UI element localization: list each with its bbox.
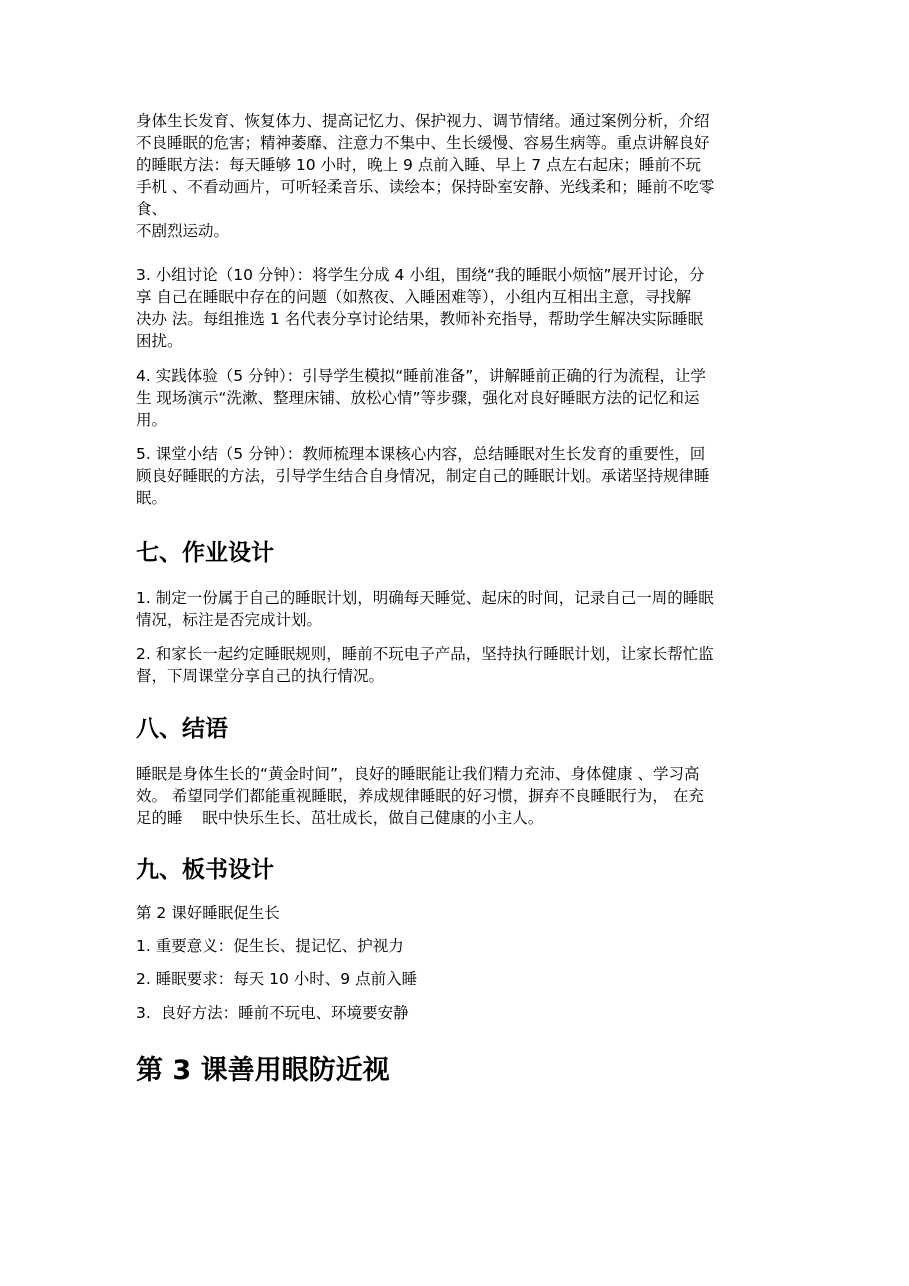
- text-line: 4. 实践体验（5 分钟）：引导学生模拟“睡前准备”，讲解睡前正确的行为流程，让学: [136, 367, 706, 385]
- text-line: 用。: [136, 411, 168, 429]
- text-line: 足的睡 眠中快乐生长、茁壮成长，做自己健康的小主人。: [136, 809, 544, 827]
- text-line: 决办 法。每组推选 1 名代表分享讨论结果，教师补充指导，帮助学生解决实际睡眠: [136, 310, 704, 328]
- board-item-2: 2. 睡眠要求：每天 10 小时、9 点前入睡: [136, 970, 418, 988]
- text-line: 效。 希望同学们都能重视睡眠，养成规律睡眠的好习惯，摒弃不良睡眠行为， 在充: [136, 787, 704, 805]
- board-item-1: 1. 重要意义：促生长、提记忆、护视力: [136, 937, 404, 955]
- text-line: 眠。: [136, 489, 168, 507]
- board-item-3: 3. 良好方法：睡前不玩电、环境要安静: [136, 1004, 409, 1022]
- text-line: 情况，标注是否完成计划。: [136, 611, 323, 629]
- text-line: 督，下周课堂分享自己的执行情况。: [136, 667, 385, 685]
- intro-paragraph: [136, 110, 772, 242]
- text-line: 2. 和家长一起约定睡眠规则，睡前不玩电子产品，坚持执行睡眠计划，让家长帮忙监: [136, 645, 714, 663]
- section7-heading: 七、作业设计: [136, 540, 274, 566]
- step4-paragraph: [136, 365, 772, 431]
- text-line: 生 现场演示“洗漱、整理床铺、放松心情”等步骤，强化对良好睡眠方法的记忆和运: [136, 389, 700, 407]
- next-lesson-title: 第 3 课善用眼防近视: [136, 1055, 390, 1086]
- text-line: 不剧烈运动。: [136, 222, 230, 240]
- text-line: 1. 制定一份属于自己的睡眠计划，明确每天睡觉、起床的时间，记录自己一周的睡眠: [136, 589, 714, 607]
- text-line: 顾良好睡眠的方法，引导学生结合自身情况，制定自己的睡眠计划。承诺坚持规律睡: [136, 467, 710, 485]
- conclusion-paragraph: [136, 763, 772, 829]
- board-title: 第 2 课好睡眠促生长: [136, 904, 280, 922]
- homework-item-1: [136, 587, 772, 631]
- section9-heading: 九、板书设计: [136, 857, 274, 883]
- text-line: 睡眠是身体生长的“黄金时间”，良好的睡眠能让我们精力充沛、身体健康 、学习高: [136, 765, 700, 783]
- text-line: 的睡眠方法：每天睡够 10 小时，晚上 9 点前入睡、早上 7 点左右起床；睡前不玩: [136, 156, 702, 174]
- text-line: 困扰。: [136, 332, 183, 350]
- text-line: 3. 小组讨论（10 分钟）：将学生分成 4 小组，围绕“我的睡眠小烦恼”展开讨论，分: [136, 266, 705, 284]
- text-line: 享 自己在睡眠中存在的问题（如熬夜、入睡困难等），小组内互相出主意，寻找解: [136, 288, 692, 306]
- step3-paragraph: [136, 264, 772, 352]
- text-line: 5. 课堂小结（5 分钟）：教师梳理本课核心内容，总结睡眠对生长发育的重要性，回: [136, 445, 706, 463]
- text-line: 食、: [136, 200, 168, 218]
- text-line: 身体生长发育、恢复体力、提高记忆力、保护视力、调节情绪。通过案例分析，介绍: [136, 112, 710, 130]
- text-line: 不良睡眠的危害；精神萎靡、注意力不集中、生长缓慢、容易生病等。重点讲解良好: [136, 134, 710, 152]
- homework-item-2: [136, 643, 772, 687]
- step5-paragraph: [136, 443, 772, 509]
- text-line: 手机 、不看动画片，可听轻柔音乐、读绘本；保持卧室安静、光线柔和；睡前不吃零: [136, 178, 715, 196]
- section8-heading: 八、结语: [136, 716, 228, 742]
